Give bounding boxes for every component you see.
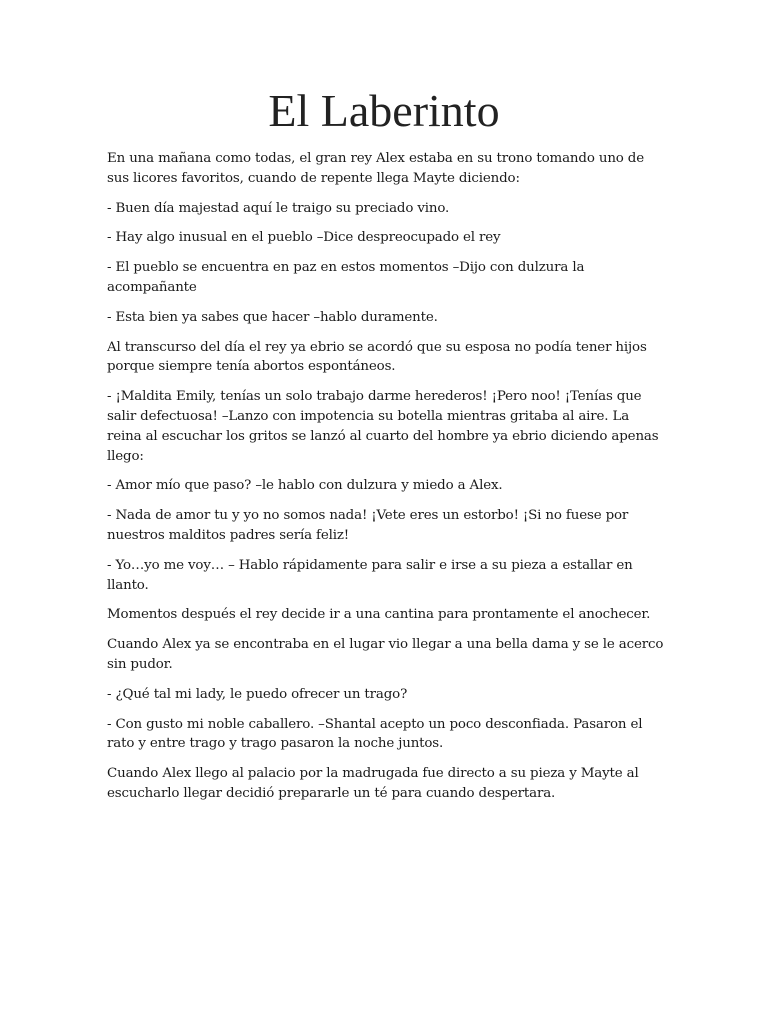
- paragraph: - Con gusto mi noble caballero. –Shantal acepto un poco desconfiada. Pasaron el rato y entre trago y trago pasaron la noche juntos.: [107, 716, 643, 752]
- document-body: [107, 149, 667, 814]
- paragraph: - Buen día majestad aquí le traigo su preciado vino.: [107, 200, 450, 216]
- document-title: El Laberinto: [268, 85, 500, 136]
- paragraph: - Hay algo inusual en el pueblo –Dice despreocupado el rey: [107, 230, 501, 246]
- paragraph: Cuando Alex ya se encontraba en el lugar vio llegar a una bella dama y se le acerco sin pudor.: [107, 637, 664, 672]
- paragraph: - ¿Qué tal mi lady, le puedo ofrecer un trago?: [107, 686, 408, 702]
- paragraph: En una mañana como todas, el gran rey Alex estaba en su trono tomando uno de sus licores favoritos, cuando de repente llega Mayte diciendo:: [107, 151, 645, 186]
- paragraph: - Esta bien ya sabes que hacer –hablo duramente.: [107, 309, 438, 325]
- paragraph: - ¡Maldita Emily, tenías un solo trabajo darme herederos! ¡Pero noo! ¡Tenías que salir defectuosa! –Lanzo con impotencia su botella mientras gritaba al aire. La reina al escuchar los gritos se lanzó al cuarto del hombre ya ebrio diciendo apenas llego:: [107, 389, 659, 464]
- paragraph: Momentos después el rey decide ir a una cantina para prontamente el anochecer.: [107, 607, 651, 623]
- paragraph: - Nada de amor tu y yo no somos nada! ¡Vete eres un estorbo! ¡Si no fuese por nuestros malditos padres sería feliz!: [107, 508, 629, 543]
- paragraph: - Yo…yo me voy… – Hablo rápidamente para salir e irse a su pieza a estallar en llanto.: [107, 557, 633, 593]
- paragraph: - El pueblo se encuentra en paz en estos momentos –Dijo con dulzura la acompañante: [107, 260, 585, 295]
- paragraph: Cuando Alex llego al palacio por la madrugada fue directo a su pieza y Mayte al escucharlo llegar decidió prepararle un té para cuando despertara.: [107, 766, 639, 801]
- paragraph: Al transcurso del día el rey ya ebrio se acordó que su esposa no podía tener hijos porque siempre tenía abortos espontáneos.: [107, 339, 647, 375]
- paragraph: - Amor mío que paso? –le hablo con dulzura y miedo a Alex.: [107, 478, 503, 494]
